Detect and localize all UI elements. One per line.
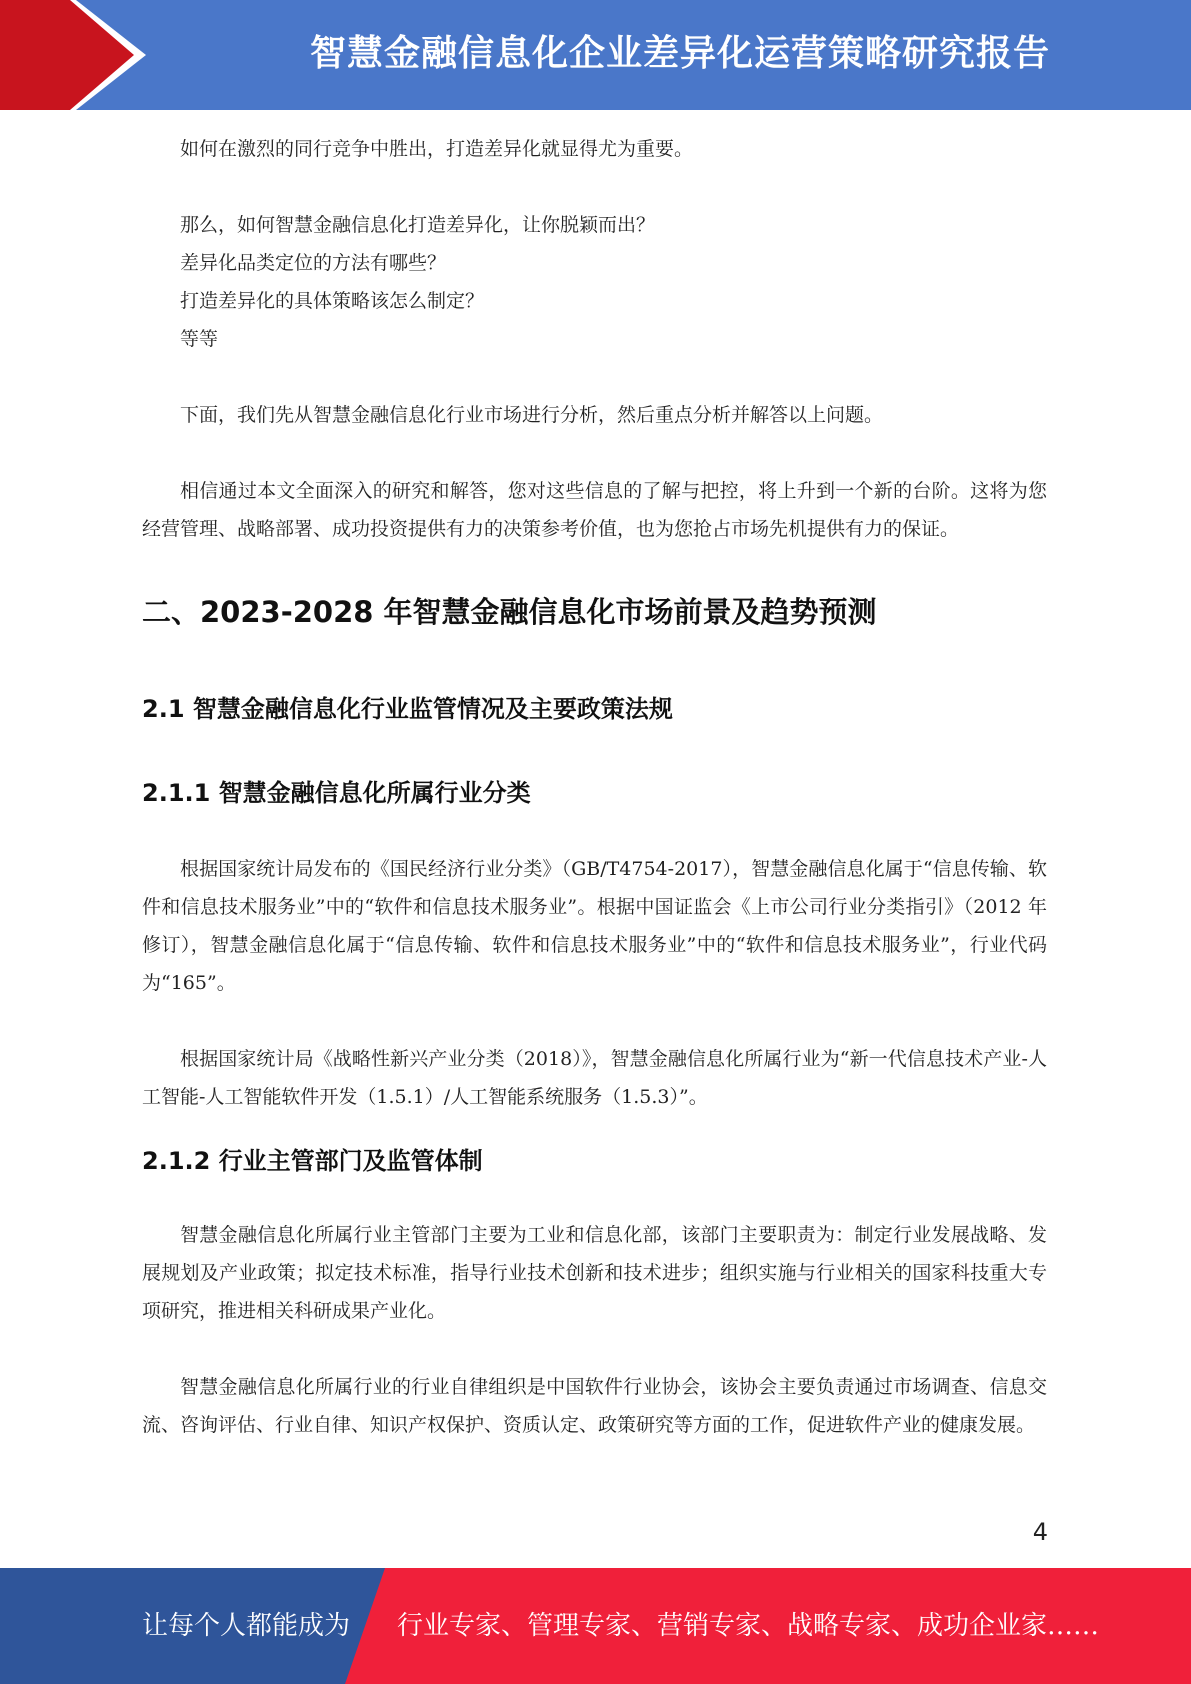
paragraph: 如何在激烈的同行竞争中胜出，打造差异化就显得尤为重要。: [180, 138, 694, 160]
paragraph: 下面，我们先从智慧金融信息化行业市场进行分析，然后重点分析并解答以上问题。: [180, 404, 884, 426]
page-number: 4: [1032, 1518, 1048, 1546]
paragraph: 相信通过本文全面深入的研究和解答，您对这些信息的了解与把控，将上升到一个新的台阶。这将为您经营管理、战略部署、成功投资提供有力的决策参考价值，也为您抢占市场先机提供有力的保证。: [142, 480, 1047, 540]
footer-slogan-left: 让每个人都能成为: [142, 1611, 351, 1641]
header-chevron-icon: [70, 0, 150, 110]
subsubsection-heading: 2.1.2 行业主管部门及监管体制: [142, 1147, 483, 1175]
header-red-block: [0, 0, 70, 110]
paragraph: 智慧金融信息化所属行业主管部门主要为工业和信息化部，该部门主要职责为：制定行业发展战略、发展规划及产业政策；拟定技术标准，指导行业技术创新和技术进步；组织实施与行业相关的国家科技重大专项研究，推进相关科研成果产业化。: [142, 1224, 1047, 1322]
page-footer: [0, 1568, 1191, 1684]
footer-slogan-right: 行业专家、管理专家、营销专家、战略专家、成功企业家……: [397, 1611, 1100, 1641]
document-body: [142, 130, 1047, 1444]
question-line: 那么，如何智慧金融信息化打造差异化，让你脱颖而出？: [180, 214, 656, 236]
page-header: [0, 0, 1191, 110]
question-line: 差异化品类定位的方法有哪些？: [180, 252, 447, 274]
paragraph: 智慧金融信息化所属行业的行业自律组织是中国软件行业协会，该协会主要负责通过市场调查、信息交流、咨询评估、行业自律、知识产权保护、资质认定、政策研究等方面的工作，促进软件产业的健康发展。: [142, 1376, 1047, 1436]
paragraph: 根据国家统计局《战略性新兴产业分类（2018）》，智慧金融信息化所属行业为“新一代信息技术产业-人工智能-人工智能软件开发（1.5.1）/人工智能系统服务（1.5.3）”。: [142, 1048, 1047, 1108]
paragraph: 根据国家统计局发布的《国民经济行业分类》（GB/T4754-2017），智慧金融信息化属于“信息传输、软件和信息技术服务业”中的“软件和信息技术服务业”。根据中国证监会《上市公司行业分类指引》（2012 年修订），智慧金融信息化属于“信息传输、软件和信息技术服务业”中的“软件和信息技术服务业”，行业代码为“165”。: [142, 858, 1047, 994]
section-heading: 二、2023-2028 年智慧金融信息化市场前景及趋势预测: [142, 595, 877, 629]
question-line: 打造差异化的具体策略该怎么制定？: [180, 290, 485, 312]
header-title: 智慧金融信息化企业差异化运营策略研究报告: [309, 33, 1050, 74]
subsubsection-heading: 2.1.1 智慧金融信息化所属行业分类: [142, 779, 531, 807]
subsection-heading: 2.1 智慧金融信息化行业监管情况及主要政策法规: [142, 695, 673, 723]
question-line: 等等: [180, 328, 219, 350]
